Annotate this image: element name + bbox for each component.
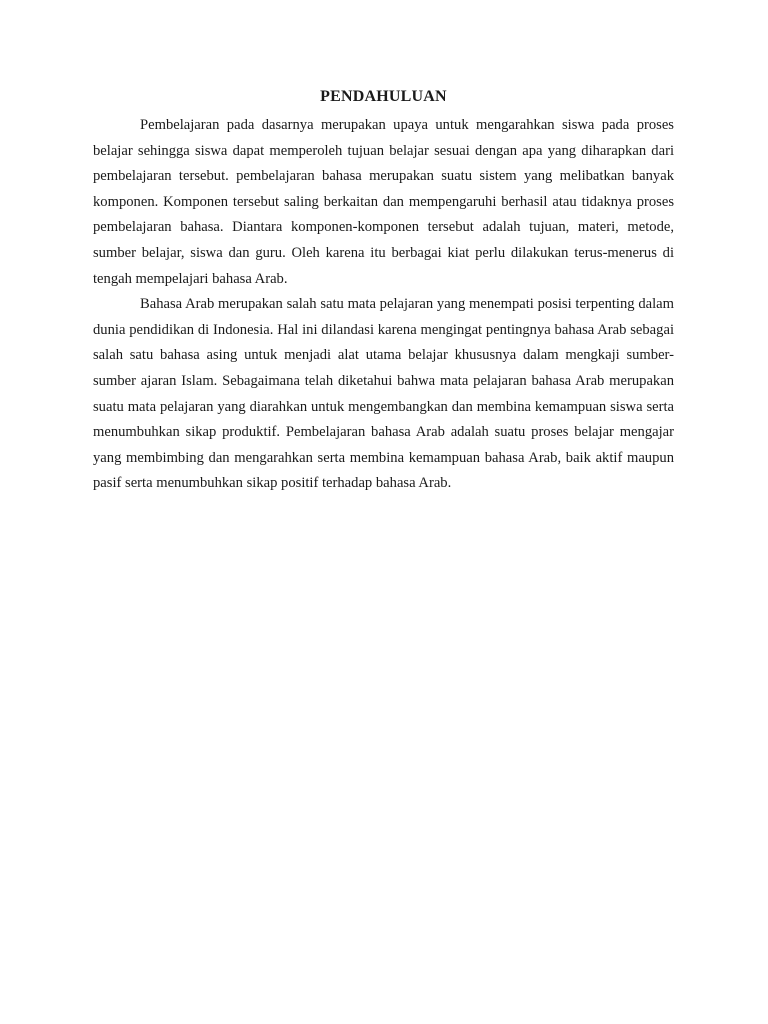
page-title: PENDAHULUAN bbox=[320, 88, 447, 105]
document-body bbox=[93, 86, 674, 497]
paragraph-2: Bahasa Arab merupakan salah satu mata pelajaran yang menempati posisi terpenting dalam dunia pendidikan di Indonesia. Hal ini dilandasi karena mengingat pentingnya bahasa Arab sebagai salah satu bahasa asing untuk menjadi alat utama belajar khususnya dalam mengkaji sumber-sumber ajaran Islam. Sebagaimana telah diketahui bahwa mata pelajaran bahasa Arab merupakan suatu mata pelajaran yang diarahkan untuk mengembangkan dan membina kemampuan siswa serta menumbuhkan sikap produktif. Pembelajaran bahasa Arab adalah suatu proses belajar mengajar yang membimbing dan mengarahkan serta membina kemampuan bahasa Arab, baik aktif maupun pasif serta menumbuhkan sikap positif terhadap bahasa Arab. bbox=[93, 296, 674, 492]
paragraph-1: Pembelajaran pada dasarnya merupakan upaya untuk mengarahkan siswa pada proses belajar sehingga siswa dapat memperoleh tujuan belajar sesuai dengan apa yang diharapkan dari pembelajaran tersebut. pembelajaran bahasa merupakan suatu sistem yang melibatkan banyak komponen. Komponen tersebut saling berkaitan dan mempengaruhi berhasil atau tidaknya proses pembelajaran bahasa. Diantara komponen-komponen tersebut adalah tujuan, materi, metode, sumber belajar, siswa dan guru. Oleh karena itu berbagai kiat perlu dilakukan terus-menerus di tengah mempelajari bahasa Arab. bbox=[93, 117, 674, 287]
